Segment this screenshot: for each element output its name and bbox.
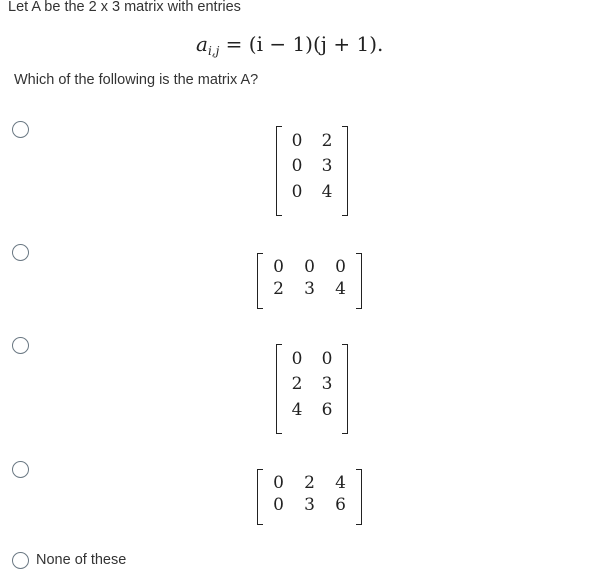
formula <box>196 32 383 58</box>
matrix-cell: 0 <box>273 473 284 493</box>
matrix-cell: 2 <box>304 473 315 493</box>
left-bracket <box>257 469 263 525</box>
option-1-matrix <box>276 126 348 216</box>
matrix-cell: 6 <box>335 495 346 515</box>
matrix-cell: 0 <box>335 257 346 277</box>
none-of-these-radio[interactable] <box>12 552 29 569</box>
none-of-these-label[interactable]: None of these <box>36 552 127 568</box>
matrix-cell: 0 <box>321 349 333 369</box>
matrix-cell: 0 <box>304 257 315 277</box>
matrix-cell: 0 <box>291 349 303 369</box>
matrix-cell: 2 <box>291 374 303 395</box>
right-bracket <box>342 344 348 434</box>
matrix-cell: 4 <box>335 279 346 299</box>
matrix-cell: 3 <box>304 495 315 515</box>
matrix-cell: 6 <box>321 399 333 420</box>
matrix-cell: 2 <box>273 279 284 299</box>
matrix-cell: 0 <box>273 257 284 277</box>
option-4-matrix <box>257 469 362 525</box>
matrix-cell: 2 <box>321 131 333 151</box>
left-bracket <box>257 253 263 309</box>
left-bracket <box>276 344 282 434</box>
question-intro: Let A be the 2 x 3 matrix with entries <box>8 0 241 15</box>
option-3-matrix <box>276 344 348 434</box>
right-bracket <box>342 126 348 216</box>
formula-lhs-base: a <box>196 32 208 56</box>
matrix-cell: 0 <box>291 181 303 202</box>
formula-rhs: = (i − 1)(j + 1). <box>225 32 384 56</box>
matrix-cell: 0 <box>273 495 284 515</box>
option-2-radio[interactable] <box>12 244 29 261</box>
matrix-cell: 0 <box>291 131 303 151</box>
formula-lhs-sub: i,j <box>207 44 220 58</box>
matrix-cell: 4 <box>335 473 346 493</box>
option-1-radio[interactable] <box>12 121 29 138</box>
matrix-cell: 3 <box>321 374 333 395</box>
matrix-cell: 3 <box>321 156 333 177</box>
question-prompt: Which of the following is the matrix A? <box>14 72 259 88</box>
right-bracket <box>356 253 362 309</box>
left-bracket <box>276 126 282 216</box>
matrix-cell: 3 <box>304 279 315 299</box>
option-4-radio[interactable] <box>12 461 29 478</box>
matrix-cell: 4 <box>291 399 303 420</box>
matrix-cell: 4 <box>321 181 333 202</box>
option-3-radio[interactable] <box>12 337 29 354</box>
right-bracket <box>356 469 362 525</box>
option-2-matrix <box>257 253 362 309</box>
matrix-cell: 0 <box>291 156 303 177</box>
